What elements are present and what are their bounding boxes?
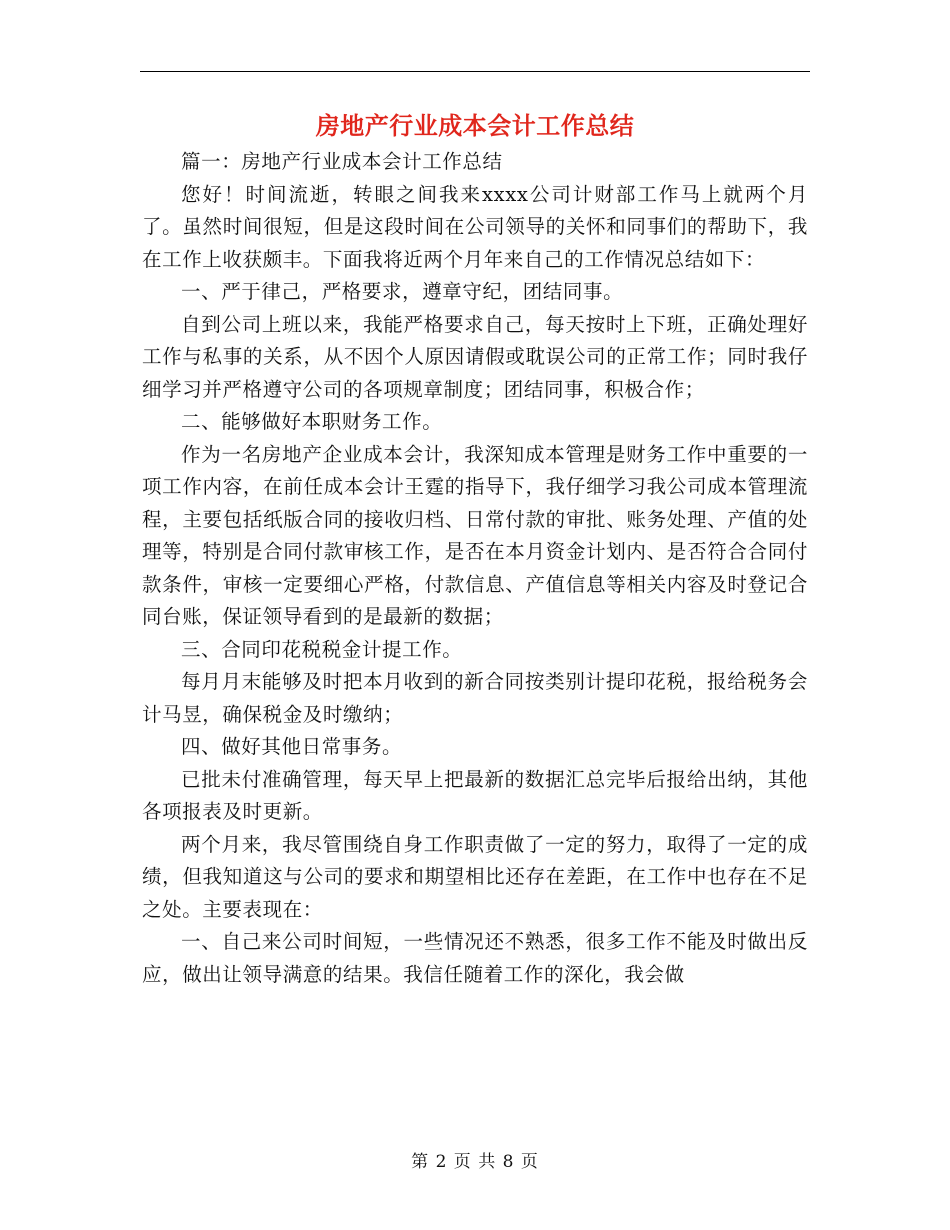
paragraph: 已批未付准确管理，每天早上把最新的数据汇总完毕后报给出纳，其他各项报表及时更新。 (142, 767, 808, 823)
paragraph: 二、能够做好本职财务工作。 (181, 410, 443, 433)
paragraph: 一、严于律己，严格要求，遵章守纪，团结同事。 (181, 280, 624, 303)
paragraph: 您好！时间流逝，转眼之间我来xxxx公司计财部工作马上就两个月了。虽然时间很短，但是这段时间在公司领导的关怀和同事们的帮助下，我在工作上收获颇丰。下面我将近两个月年来自己的工作情况总结如下： (142, 182, 808, 271)
paragraph: 四、做好其他日常事务。 (181, 735, 403, 758)
paragraph: 篇一：房地产行业成本会计工作总结 (181, 150, 503, 173)
document-title: 房地产行业成本会计工作总结 (315, 112, 635, 140)
page-number: 第 2 页 共 8 页 (411, 1152, 539, 1172)
paragraph: 三、合同印花税税金计提工作。 (181, 637, 463, 661)
paragraph: 自到公司上班以来，我能严格要求自己，每天按时上下班，正确处理好工作与私事的关系，从不因个人原因请假或耽误公司的正常工作；同时我仔细学习并严格遵守公司的各项规章制度；团结同事，积极合作； (142, 312, 808, 401)
paragraph: 一、自己来公司时间短，一些情况还不熟悉，很多工作不能及时做出反应，做出让领导满意的结果。我信任随着工作的深化，我会做 (142, 930, 808, 986)
document-body (142, 146, 808, 991)
paragraph: 作为一名房地产企业成本会计，我深知成本管理是财务工作中重要的一项工作内容，在前任成本会计王霆的指导下，我仔细学习我公司成本管理流程，主要包括纸版合同的接收归档、日常付款的审批、账务处理、产值的处理等，特别是合同付款审核工作，是否在本月资金计划内、是否符合合同付款条件，审核一定要细心严格，付款信息、产值信息等相关内容及时登记合同台账，保证领导看到的是最新的数据； (142, 442, 808, 628)
header-rule (140, 71, 810, 72)
paragraph: 两个月来，我尽管围绕自身工作职责做了一定的努力，取得了一定的成绩，但我知道这与公司的要求和期望相比还存在差距，在工作中也存在不足之处。主要表现在： (142, 832, 808, 921)
paragraph: 每月月末能够及时把本月收到的新合同按类别计提印花税，报给税务会计马昱，确保税金及时缴纳； (142, 670, 808, 726)
